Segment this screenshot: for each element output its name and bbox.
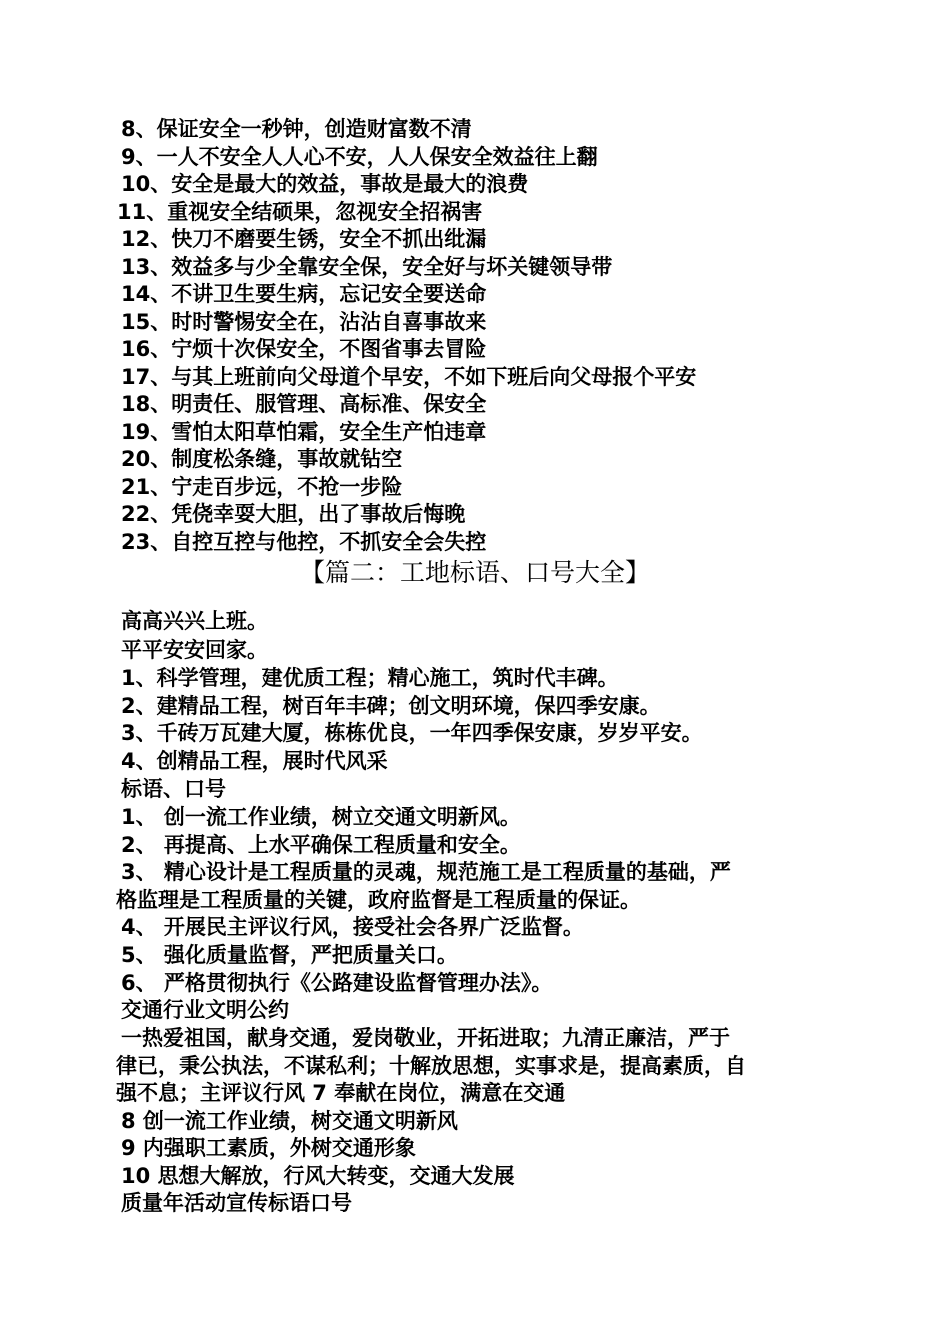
slogan-line: 17、与其上班前向父母道个早安，不如下班后向父母报个平安 [121, 365, 697, 389]
paragraph-line: 强不息；主评议行风 7 奉献在岗位，满意在交通 [116, 1081, 566, 1105]
slogan-line: 15、时时警惕安全在，沾沾自喜事故来 [121, 310, 487, 334]
slogan-line: 10、安全是最大的效益，事故是最大的浪费 [121, 172, 529, 196]
subheading: 标语、口号 [121, 777, 226, 801]
slogan-line: 4、 开展民主评议行风，接受社会各界广泛监督。 [121, 915, 584, 939]
slogan-line: 平平安安回家。 [121, 638, 268, 662]
slogan-line: 23、自控互控与他控，不抓安全会失控 [121, 530, 487, 554]
slogan-line: 9 内强职工素质，外树交通形象 [121, 1136, 416, 1160]
slogan-line: 11、重视安全结硕果，忽视安全招祸害 [117, 200, 483, 224]
slogan-line: 8 创一流工作业绩，树交通文明新风 [121, 1109, 458, 1133]
slogan-line: 3、千砖万瓦建大厦，栋栋优良，一年四季保安康，岁岁平安。 [121, 721, 703, 745]
slogan-line: 6、 严格贯彻执行《公路建设监督管理办法》。 [121, 971, 553, 995]
paragraph-line: 律已，秉公执法，不谋私利；十解放思想，实事求是，提高素质，自 [116, 1054, 746, 1078]
section-heading: 【篇二：工地标语、口号大全】 [299, 558, 650, 587]
slogan-line: 10 思想大解放，行风大转变，交通大发展 [121, 1164, 515, 1188]
paragraph-line: 一热爱祖国，献身交通，爱岗敬业，开拓进取；九清正廉洁，严于 [121, 1026, 730, 1050]
slogan-line: 18、明责任、服管理、高标准、保安全 [121, 392, 487, 416]
slogan-line: 8、保证安全一秒钟，创造财富数不清 [121, 117, 472, 141]
slogan-line: 22、凭侥幸耍大胆，出了事故后悔晚 [121, 502, 466, 526]
slogan-line: 5、 强化质量监督，严把质量关口。 [121, 943, 458, 967]
slogan-line: 3、 精心设计是工程质量的灵魂，规范施工是工程质量的基础，严 [121, 860, 731, 884]
slogan-line: 4、创精品工程，展时代风采 [121, 749, 388, 773]
slogan-line: 2、建精品工程，树百年丰碑；创文明环境，保四季安康。 [121, 694, 661, 718]
slogan-line: 9、一人不安全人人心不安，人人保安全效益往上翻 [121, 145, 598, 169]
slogan-line: 高高兴兴上班。 [121, 609, 268, 633]
slogan-line: 16、宁烦十次保安全，不图省事去冒险 [121, 337, 487, 361]
slogan-line: 20、制度松条缝，事故就钻空 [121, 447, 403, 471]
slogan-line: 2、 再提高、上水平确保工程质量和安全。 [121, 833, 521, 857]
slogan-line: 1、 创一流工作业绩，树立交通文明新风。 [121, 805, 521, 829]
slogan-line: 19、雪怕太阳草怕霜，安全生产怕违章 [121, 420, 487, 444]
subheading: 质量年活动宣传标语口号 [121, 1191, 352, 1215]
slogan-line: 1、科学管理，建优质工程；精心施工，筑时代丰碑。 [121, 666, 619, 690]
slogan-line: 12、快刀不磨要生锈，安全不抓出纰漏 [121, 227, 487, 251]
subheading: 交通行业文明公约 [121, 998, 289, 1022]
slogan-line-continued: 格监理是工程质量的关键，政府监督是工程质量的保证。 [116, 888, 641, 912]
slogan-line: 21、宁走百步远，不抢一步险 [121, 475, 403, 499]
slogan-line: 13、效益多与少全靠安全保，安全好与坏关键领导带 [121, 255, 613, 279]
slogan-line: 14、不讲卫生要生病，忘记安全要送命 [121, 282, 487, 306]
